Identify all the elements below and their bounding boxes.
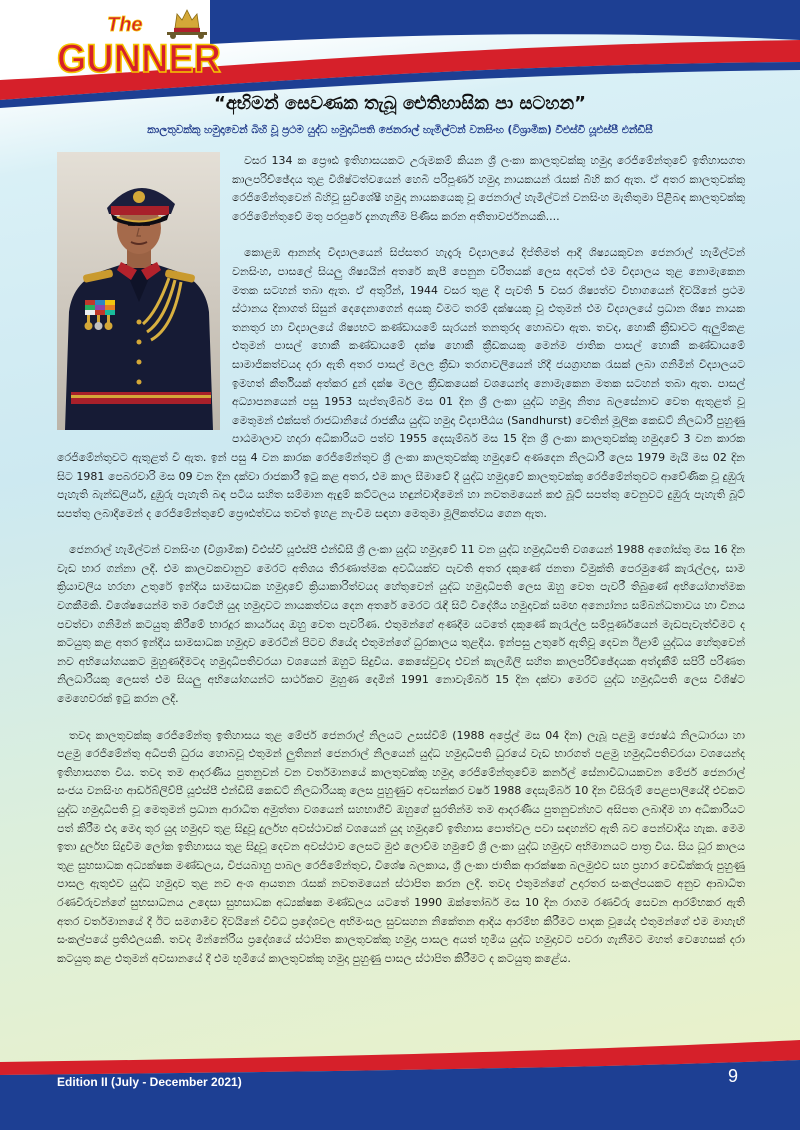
gunner-logo [55, 4, 225, 78]
general-portrait-photo [57, 152, 220, 430]
paragraph-legacy: තවද කාලතුවක්කු රෙජිමේන්තු ඉතිහාසය තුළ මේජර් ජෙනරාල් නිලයට උසස්වීම් (1988 අප්‍රේල් මස 04 දින) ලැබූ පළමු ජ්‍යෙෂ්ඨ නිලධාරයා හා පළමු රෙජිමේන්තු අධිපති ධුරය හොබවූ එතුමන් ලුතිනන් ජෙනරාල් නිලයෙන් යුද්ධ හමුදාධිපති ධුරයේ වැඩ භාරගත් පළමු හමුදාධිපතිවරයා වශයෙන්ද ඉතිහාසගත විය. තවද තම ආදරණීය පුතනුවන් වන වර්තමානයේ කාලතුවක්කු හමුදා රෙජිමේන්තුවේම කර්නල් සේනාවිධායකවන මේජර් ජෙනරාල් සංජය වනසිංහ ආර්ඩබ්ලිව්පී යූඑස්පී එන්ඩීසී කෙඩට් නිලධාරියකු ලෙස පුහුණුව අවසන්කර වර්ෂ 1988 දෙසැම්බර් 10 දින විසිරුම් පෙළපාලියේදී එවකට යුද්ධ හමුදාධිපති වූ මෙතුමන් ප්‍රධාන ආරාධිත අමුත්තා වශයෙන් සහභාගීවී ඔහුගේ සුරතින්ම තම ආදරණීය පුතනුවන්හට අසිපත ලබාදීම හා අධිකාරියට පත් කිරීම එදා මෙදා තුර යුද හමුදාව තුළ සිදුවූ දුර්ලභ අවස්ථාවක් වශයෙන් යුද හමුදාවේ ඉතිහාස පොත්වල පවා සඳහන්ව ඇති බව පෙන්වාදිය හැක. මෙම ඉතා දුර්ලභ සිදුවීම ලෝක ඉතිහාසය තුළ සිදුවූ දෙවන අවස්ථාව ලෙසට මුළු ලොව්ම හමුවේ ශ්‍රී ලංකා යුද්ධ හමුදාව අභිමානයට පාත්‍ර විය. සිය ධූර කාලය තුළ සුභසාධක අධ්‍යක්ෂක මණ්ඩලය, විජයබාහු පාබල රෙජිමේන්තුව, විශේෂ බලකාය, ශ්‍රී ලංකා ජාතික ආරක්ෂක බලමුළුව සහ ප්‍රහාර වෙඩික්කරු පුහුණු පාසල ඇතුළුව යුද්ධ හමුදාව තුළ නව අංශ ආයතන රැසක් නවතමයෙන් ස්ථාපිත කරන ලදී. තවද එතුමන්ගේ උදාරතර සංකල්පයකට අනුව ආබාධිත රණවිරුවන්ගේ සුභසාධනය උදෙසා සුභසාධක අධ්‍යක්ෂක මණ්ඩලය යටතේ 1990 ඔක්තෝබර් මස 10 දින රාගම රණවිරු සෙවන ආරම්භකර ඇති අතර වර්තමානයේ දී ඊට සමගාමීව දිවයිනේ විවිධ ප්‍රදේශවල අභිමංසල සුවසහන නිකේතන ආදිය ආරම්භ කිරීමට පාදක වූයේද එතුමන්ගේ එම මාහැඟි සංකල්පයේ ප්‍රතිඵලයකි. තවද මින්නේරිය ප්‍රදේශයේ ස්ථාපිත කාලතුවක්කු හමුදා පාසල අයත් භූමිය යුද්ධ හමුදාවට පවරා ගැනීමට මහත් වෙහෙසක් දරා කටයුතු කළ එතුමන් අවසානයේ දී එම භූමියේ කාලතුවක්කු හමුදා පුහුණු පාසල ස්ථාපිත කිරීමට ද කටයුතු කළේය. [57, 728, 745, 965]
logo-crest-icon [167, 10, 207, 39]
paragraph-education: කොළඹ ආනන්ද විද්‍යාලයෙන් සිප්සතර හැදෑරූ විද්‍යාලයේ දීප්තිමත් ආදී ශිෂ්‍යයකුවන ජෙනරාල් හැමිල්ටන් වනසිංහ, පාසලේ සියලු ශිෂ්‍යයින් අතරේ කැපී පෙනුන චරිතයක් ලෙස අදටත් එම විද්‍යාලය තුළ නොමැකෙන මතක සටහන් තබා ඇත. ඒ අතුරින්, 1944 වසර තුළ දී පැවති 5 වසර ශිෂ්‍යත්ව විභාගයෙන් දිවයිනේ ප්‍රථම ස්ථානය දිනාගත් සිසුන් දෙදෙනාගෙන් අයකු වීමට තරම් දක්ෂයකු වූ එතුමන් එම විද්‍යාලයේ ප්‍රධාන ශිෂ්‍ය නායක තනතුර හා විද්‍යාලයේ ශිෂ්‍යභට කණ්ඩායමේ සැරයන් තනතුරද හොබවා ඇත. තවද, හොකී ක්‍රීඩාවට ඇලුම්කළ එතුමන් පාසල් හොකී කණ්ඩායමේ දක්ෂ හොකී ක්‍රීඩකයකු මෙන්ම ජාතික පාසල් හොකී කණ්ඩායමේ සාමාජිකත්වයද දරා ඇති අතර පාසල් මලල ක්‍රීඩා තරගාවලියෙන් හිදී ජයග්‍රාහක රැසක් ලබා ගනිමින් විද්‍යාලයට ඉමහත් කීර්තියක් අත්කර දුන් දක්ෂ මලල ක්‍රීඩකයෙක් වශයෙන්ද නොමැකෙන මතක සටහන් තබා ඇත. පාසල් අධ්‍යාපනයෙන් පසු 1953 සැප්තැම්බර් මස 01 දින ශ්‍රී ලංකා යුද්ධ හමුදා නිත්‍ය බලසේනාව වෙත ඇතුළත් වූ මෙතුමන් එක්සත් රාජධානියේ රාජකීය යුද්ධ හමුදා විද්‍යාපීඨය (Sandhurst) වෙතින් මූලික කෙඩට් නිලධාරී පුහුණු පාඨමාලාව හදාරා අධිකාරියට පත්ව 1955 දෙසැම්බර් මස 15 දින ශ්‍රී ලංකා කාලතුවක්කු හමුදාවේ 3 වන කාරක රෙජිමේන්තුවට ඇතුළත් වී ඇත. ඉන් පසු 4 වන කාරක රෙජිමේන්තුව ශ්‍රී ලංකා කාලතුවක්කු හමුදාවේ අණදෙන නිලධාරී ලෙස 1979 මැයි මස 02 දින සිට 1981 පෙබරවාරි මස 09 වන දින දක්වා රාජකාරී ඉටු කළ අතර, එම කාල සීමාවේ දී යුද්ධ හමුදාවේ කාලතුවක්කු රෙජිමේන්තුවට ආවේණික වූ දුඹුරු පැහැති බැන්ඩලියර්, දුඹුරු පැහැති බඳ පටිය සහිත සම්මාන ඇඳුම් කට්ටලය හඳුන්වාදීමෙන් හා නවතමයෙන් කළු බූට් සපත්තු වෙනුවට දුඹුරු පැහැති බූට් සපත්තු ලබාදීමෙන් ද රෙජිමේන්තුවේ ප්‍රෞඪත්වය තවත් ඉහළ නැංවීම සඳහා මෙතුමා මූලිකත්වය ගෙන ඇත. [57, 246, 745, 520]
paragraph-army-commander: ජෙනරාල් හැමිල්ටන් වනසිංහ (විශ්‍රාමික) වීඑස්වී යූඑස්පී එන්ඩීසී ශ්‍රී ලංකා යුද්ධ හමුදාවේ 11 වන යුද්ධ හමුදාධිපති වශයෙන් 1988 අගෝස්තු මස 16 දින වැඩ භාර ගන්නා ලදී. එම කාලවකවානුව මෙරට අතිශය තීරණාත්මක අවධියක්ව පැවති අතර දකුණේ ජනතා විමුක්ති පෙරමුණේ කැරැල්ලද, සාම ක්‍රියාවලිය හරහා උතුරේ ඉන්දීය සාමසාධක හමුදාවේ ක්‍රියාකාරිත්වයද හේතුවෙන් යුද්ධ හමුදාධිපති ලෙස ඔහු වෙත පැවරී තිබුණේ අභියෝගාත්මක වගකීමකි. විශේෂයෙන්ම තම රටේහි යුද හමුදාවට නායකත්වය දෙන අතරේ මෙරට රැඳී සිටි විදේශීය හමුදාවක් සමඟ අන්‍යෝන්‍ය සම්බන්ධතාවය හා විනය පවත්වා ගනිමින් කටයුතු කිරීමේ භාරදූර කාර්යයද ඔහු වෙත පැවරිණ. එතුමන්ගේ අණදීම යටතේ දකුණේ කැරැල්ල සම්පූර්ණයෙන් මැඩපැවැත්වීමට ද කටයුතු කළ අතර ඉන්දීය සාමසාධක හමුදාව මෙරටින් පිටව ගියේද එතුමන්ගේ ධුරකාලය තුළදීය. ඉන්පසු උතුරේ ඇතිවූ දෙවන ඊළාම් යුද්ධය හේතුවෙන් නව අභියෝගයකට මුහුණදීමටද හමුදාධිපතිවරයා වශයෙන් ඔහුට සිදුවිය. කෙසේවුවද එවන් කැලඹිලි සහිත කාලපරිච්ඡේදයක අත්දැකීම් සපිරි පරිණත නිලධාරියකු ලෙසත් එම සියලු අභියෝගයන්ට සාර්ථකව මුහුණ දෙමින් 1991 නොවැම්බර් 15 දින දක්වා මෙරට යුද්ධ හමුදාධිපති ලෙස විශිෂ්ට මෙහෙවරක් ඉටු කරන ලදී. [57, 543, 745, 706]
edition-label: Edition II (July - December 2021) [57, 1075, 242, 1089]
page-number: 9 [728, 1066, 739, 1086]
article-subtitle: කාලතුවක්කු හමුදාවෙන් බිහි වූ ප්‍රථම යුද්ධ හමුදාධිපති ජෙනරාල් හැමිල්ටන් වනසිංහ (විශ්‍රාමික) වීඑස්වී යූඑස්පී එන්ඩීසී [147, 124, 653, 136]
logo-gunner-text: GUNNER [57, 37, 222, 78]
paragraph-intro: වසර 134 ක ප්‍රෞඪ ඉතිහාසයකට උරුමකම් කියන ශ්‍රී ලංකා කාලතුවක්කු හමුදා රෙජිමේන්තුවේ ඉතිහාසගත කාලපරිච්ඡේදය තුළ විශිෂ්ටත්වයෙන් හෙබි පරිපූර්ණ හමුදා නායකයන් රැසක් බිහි කර ඇත. ඒ අතර කාලතුවක්කු රෙජිමේන්තුවෙන් බිහිවූ සුවිශේෂී හමුදා නායකයෙකු වූ ජෙනරාල් හැමිල්ටන් වනසිංහ මැතිතුමා පිළිබඳ කාලතුවක්කු රෙජිමේන්තුවේ මතු පරපුරේ දැනගැනීම පිණිස කරන අතීතාවර්ජනයකි.... [232, 154, 745, 223]
logo-the-text: The [107, 14, 143, 36]
article-body [57, 152, 745, 1044]
article-title: “අභිමන් සෙවණක තැබූ ඓතිහාසික පා සටහන” [214, 93, 586, 114]
